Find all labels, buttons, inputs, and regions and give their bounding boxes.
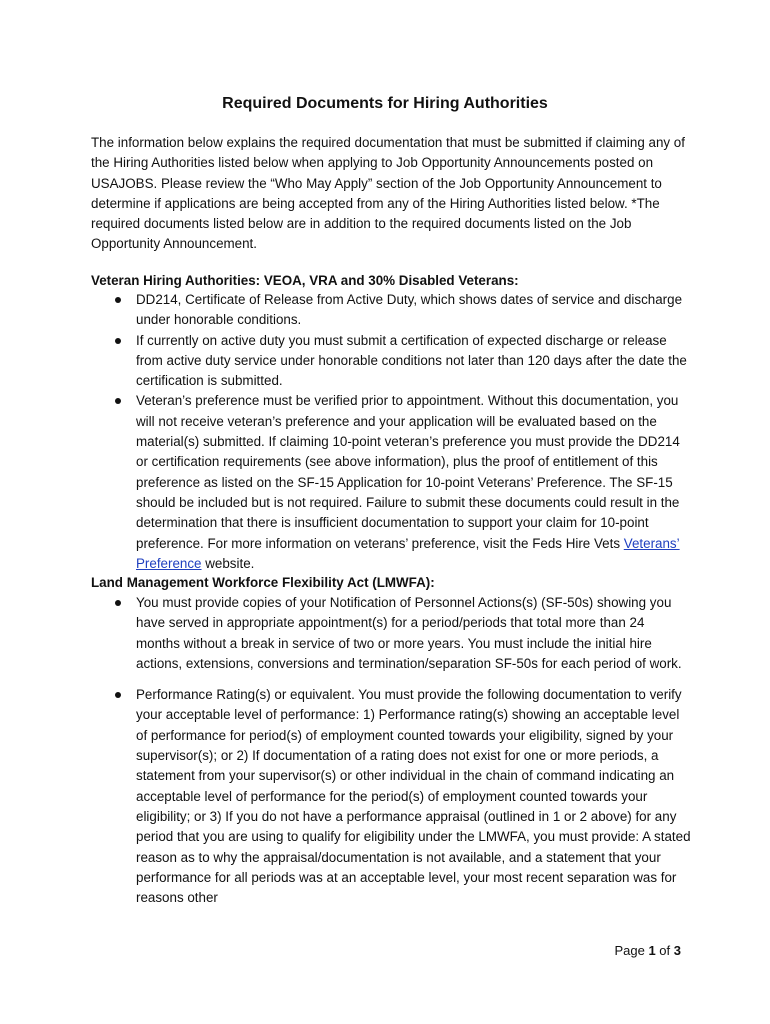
bullet-icon: [115, 600, 121, 606]
list-item: [91, 391, 691, 574]
page-total: 3: [673, 943, 681, 958]
veterans-preference-link[interactable]: Veterans’ Preference: [136, 535, 680, 571]
section-heading-lmwfa: Land Management Workforce Flexibility Act (LMWFA):: [91, 575, 435, 590]
bullet-icon: [115, 338, 121, 344]
veteran-bullet-list: [91, 290, 691, 574]
section-heading-veteran: Veteran Hiring Authorities: VEOA, VRA and 30% Disabled Veterans:: [91, 273, 519, 288]
page-current: 1: [648, 943, 656, 958]
bullet-text: Veteran’s preference must be verified prior to appointment. Without this documentation, you will not receive veteran’s preference and your application will be evaluated based on the material(s) submitted. If claiming 10-point veteran’s preference you must provide the DD214 or certification requirements (see above information), plus the proof of entitlement of this preference as listed on the SF-15 Application for 10-point Veterans’ Preference. The SF-15 should be included but is not required. Failure to submit these documents could result in the determination that there is insufficient documentation to support your claim for 10-point preference. For more information on veterans’ preference, visit the Feds Hire Vets: [136, 393, 680, 551]
bullet-text: Performance Rating(s) or equivalent. You must provide the following documentation to verify your acceptable level of performance: 1) Performance rating(s) showing an acceptable level of performance for period(s) of employment counted towards your eligibility, signed by your supervisor(s); or 2) If documentation of a rating does not exist for one or more periods, a statement from your supervisor(s) or other individual in the chain of command indicating an acceptable level of performance for the period(s) of employment counted towards your eligibility; or 3) If you do not have a performance appraisal (outlined in 1 or 2 above) for any period that you are using to qualify for eligibility under the LMWFA, you must provide: A stated reason as to why the appraisal/documentation is not available, and a statement that your performance for all periods was at an acceptable level, your most recent separation was for reasons other: [136, 687, 691, 906]
bullet-icon: [115, 692, 121, 698]
intro-paragraph: The information below explains the required documentation that must be submitted if claiming any of the Hiring Authorities listed below when applying to Job Opportunity Announcements posted on USAJOBS. Please review the “Who May Apply” section of the Job Opportunity Announcement to determine if applications are being accepted from any of the Hiring Authorities listed below. *The required documents listed below are in addition to the required documents listed on the Job Opportunity Announcement.: [91, 135, 685, 252]
bullet-text: You must provide copies of your Notification of Personnel Actions(s) (SF-50s) showing you have served in appropriate appointment(s) for a period/periods that total more than 24 months without a break in service of two or more years. You must include the initial hire actions, extensions, conversions and termination/separation SF-50s for each period of work.: [136, 595, 682, 671]
bullet-icon: [115, 398, 121, 404]
list-item: [91, 685, 691, 908]
page-prefix: Page: [614, 943, 649, 958]
lmwfa-bullet-list: [91, 593, 691, 908]
list-item: [91, 290, 691, 331]
bullet-text: If currently on active duty you must submit a certification of expected discharge or release from active duty service under honorable conditions not later than 120 days after the date the certification is submitted.: [136, 332, 687, 389]
page-middle: of: [655, 943, 674, 958]
bullet-icon: [115, 297, 121, 303]
list-item: [91, 593, 691, 674]
link-suffix-text: website.: [201, 555, 255, 571]
page-number: [614, 942, 681, 960]
list-item: [91, 331, 691, 392]
bullet-text: DD214, Certificate of Release from Active Duty, which shows dates of service and discharge under honorable conditions.: [136, 292, 683, 328]
document-title: Required Documents for Hiring Authorities: [222, 95, 548, 112]
